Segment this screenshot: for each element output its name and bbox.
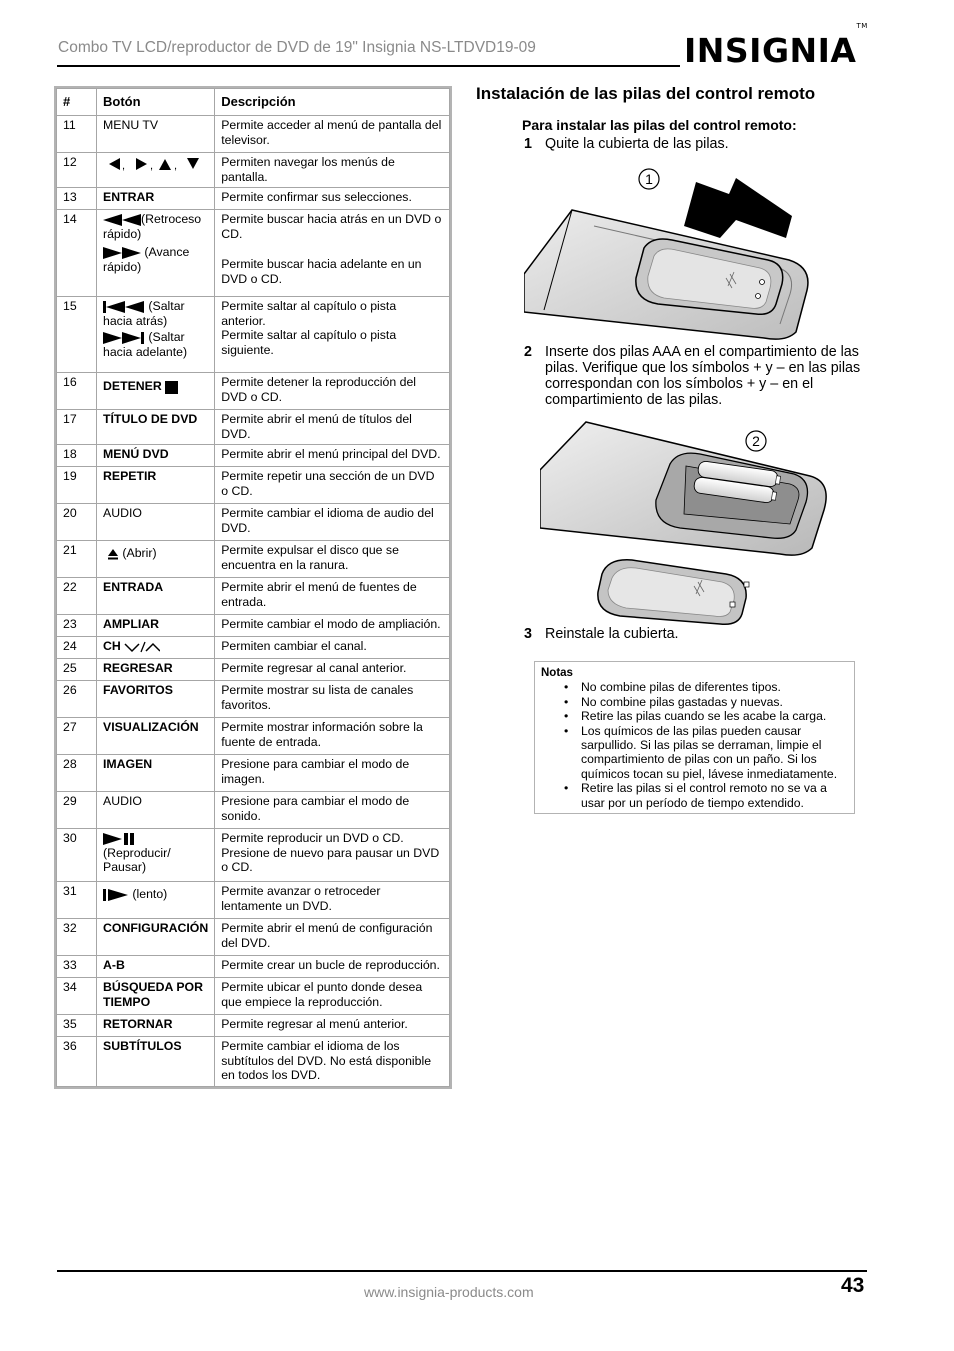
row-num: 11 (57, 116, 97, 153)
row-button: MENÚ DVD (97, 445, 215, 467)
table-row (57, 541, 450, 578)
row-desc: Permiten cambiar el canal. (215, 637, 450, 659)
row-desc: Permite mostrar su lista de canales favoritos. (215, 681, 450, 718)
button-table (54, 86, 452, 1089)
footer-rule (57, 1270, 867, 1272)
running-header: Combo TV LCD/reproductor de DVD de 19" Insignia NS-LTDVD19-09 (58, 39, 536, 56)
table-row (57, 445, 450, 467)
row-num: 33 (57, 956, 97, 978)
col-button-header: Botón (97, 89, 215, 116)
row-desc: Permite abrir el menú de configuración del DVD. (215, 919, 450, 956)
row-desc: Presione para cambiar el modo de imagen. (215, 755, 450, 792)
row-button (97, 637, 215, 659)
table-row (57, 504, 450, 541)
row-desc: Permite cambiar el modo de ampliación. (215, 615, 450, 637)
list-item: • Los químicos de las pilas pueden causar sarpullido. Si las pilas se derraman, limpie el compartimiento de pilas con un paño. Si los químicos tocan su piel, lávese inmediatamente. (541, 724, 848, 782)
row-num: 14 (57, 210, 97, 297)
row-desc: Permite abrir el menú de títulos del DVD. (215, 410, 450, 445)
row-button: VISUALIZACIÓN (97, 718, 215, 755)
row-num: 22 (57, 578, 97, 615)
row-desc (215, 210, 450, 297)
col-num-header: # (57, 89, 97, 116)
table-row (57, 1037, 450, 1087)
remove-cover-illustration (524, 164, 824, 344)
nav-arrows-icon (103, 155, 207, 171)
rewind-desc: Permite buscar hacia atrás en un DVD o CD. (221, 212, 442, 241)
row-num: 21 (57, 541, 97, 578)
row-desc: Permite acceder al menú de pantalla del televisor. (215, 116, 450, 153)
row-desc: Permite cambiar el idioma de audio del DVD. (215, 504, 450, 541)
row-num: 27 (57, 718, 97, 755)
row-num: 34 (57, 978, 97, 1015)
figure-label-2: 2 (752, 433, 760, 449)
svg-text:,: , (150, 160, 154, 172)
row-desc: Permite avanzar o retroceder lentamente un DVD. (215, 882, 450, 919)
section-title: Instalación de las pilas del control remoto (476, 84, 816, 103)
channel-up-down-icon (124, 641, 160, 653)
row-num: 28 (57, 755, 97, 792)
row-button: ENTRAR (97, 188, 215, 210)
row-button: ENTRADA (97, 578, 215, 615)
eject-icon (107, 549, 119, 560)
row-desc: Permite confirmar sus selecciones. (215, 188, 450, 210)
row-num: 15 (57, 297, 97, 373)
row-num: 36 (57, 1037, 97, 1087)
row-desc: Permite abrir el menú principal del DVD. (215, 445, 450, 467)
step-text: Reinstale la cubierta. (545, 626, 679, 642)
slow-label: (lento) (132, 887, 168, 902)
eject-label: (Abrir) (122, 546, 157, 561)
row-desc: Permite mostrar información sobre la fuente de entrada. (215, 718, 450, 755)
row-num: 26 (57, 681, 97, 718)
row-desc: Permiten navegar los menús de pantalla. (215, 153, 450, 188)
row-button: A-B (97, 956, 215, 978)
table-row (57, 919, 450, 956)
row-num: 12 (57, 153, 97, 188)
row-button (97, 541, 215, 578)
table-row (57, 188, 450, 210)
fast-forward-label: (Avance rápido) (103, 245, 190, 274)
insignia-logo (684, 22, 868, 70)
skip-forward-icon (103, 332, 145, 344)
row-desc: Permite regresar al menú anterior. (215, 1015, 450, 1037)
rewind-label: (Retroceso rápido) (103, 212, 202, 241)
row-button: SUBTÍTULOS (97, 1037, 215, 1087)
row-num: 24 (57, 637, 97, 659)
skip-forward-desc: Permite saltar al capítulo o pista siguiente. (221, 328, 397, 357)
list-item: • No combine pilas de diferentes tipos. (541, 680, 848, 694)
row-button (97, 210, 215, 297)
logo-text: INSIGNIA (684, 31, 857, 70)
table-row (57, 373, 450, 410)
table-row (57, 882, 450, 919)
row-button: MENU TV (97, 116, 215, 153)
notes-title: Notas (541, 667, 573, 679)
step-number: 1 (524, 136, 532, 152)
row-num: 32 (57, 919, 97, 956)
row-button (97, 829, 215, 882)
row-button: AMPLIAR (97, 615, 215, 637)
row-num: 31 (57, 882, 97, 919)
row-desc: Permite cambiar el idioma de los subtítulos del DVD. No está disponible en todos los DVD. (215, 1037, 450, 1087)
table-row (57, 978, 450, 1015)
skip-back-icon (103, 301, 145, 313)
row-num: 13 (57, 188, 97, 210)
table-row (57, 615, 450, 637)
table-row (57, 681, 450, 718)
slow-icon (103, 889, 129, 901)
table-row (57, 755, 450, 792)
row-button (97, 153, 215, 188)
skip-back-desc: Permite saltar al capítulo o pista anterior. (221, 299, 397, 328)
ch-label: CH (103, 639, 121, 654)
step-number: 3 (524, 626, 532, 642)
list-item: • No combine pilas gastadas y nuevas. (541, 695, 848, 709)
table-row (57, 153, 450, 188)
table-row (57, 637, 450, 659)
table-row (57, 578, 450, 615)
table-row (57, 829, 450, 882)
table-row (57, 210, 450, 297)
play-pause-label: (Reproducir/ Pausar) (103, 845, 171, 875)
table-row (57, 116, 450, 153)
table-row (57, 410, 450, 445)
row-desc: Permite repetir una sección de un DVD o CD. (215, 467, 450, 504)
row-button: AUDIO (97, 792, 215, 829)
stop-label: DETENER (103, 379, 162, 394)
row-desc: Permite regresar al canal anterior. (215, 659, 450, 681)
row-button: AUDIO (97, 504, 215, 541)
row-button: FAVORITOS (97, 681, 215, 718)
row-num: 35 (57, 1015, 97, 1037)
row-num: 23 (57, 615, 97, 637)
step-number: 2 (524, 344, 532, 360)
row-button: REPETIR (97, 467, 215, 504)
table-row (57, 718, 450, 755)
row-desc: Permite expulsar el disco que se encuentra en la ranura. (215, 541, 450, 578)
row-button: REGRESAR (97, 659, 215, 681)
insert-batteries-illustration (540, 420, 840, 630)
logo-tm: TM (856, 22, 868, 30)
row-num: 18 (57, 445, 97, 467)
page-number: 43 (841, 1274, 865, 1297)
notes-list (541, 680, 848, 810)
header-rule (57, 65, 680, 67)
row-num: 20 (57, 504, 97, 541)
table-row (57, 297, 450, 373)
row-num: 19 (57, 467, 97, 504)
row-button: RETORNAR (97, 1015, 215, 1037)
row-desc: Permite reproducir un DVD o CD. Presione de nuevo para pausar un DVD o CD. (215, 829, 450, 882)
row-button: CONFIGURACIÓN (97, 919, 215, 956)
footer-url: www.insignia-products.com (364, 1284, 534, 1300)
row-button: IMAGEN (97, 755, 215, 792)
table-row (57, 659, 450, 681)
row-num: 17 (57, 410, 97, 445)
row-button: BÚSQUEDA POR TIEMPO (97, 978, 215, 1015)
row-desc (215, 297, 450, 373)
table-row (57, 792, 450, 829)
row-desc: Permite abrir el menú de fuentes de entrada. (215, 578, 450, 615)
row-num: 30 (57, 829, 97, 882)
fast-forward-icon (103, 247, 141, 259)
row-num: 16 (57, 373, 97, 410)
col-desc-header: Descripción (215, 89, 450, 116)
fast-forward-desc: Permite buscar hacia adelante en un DVD o CD. (221, 257, 422, 286)
step-text: Inserte dos pilas AAA en el compartimiento de las pilas. Verifique que los símbolos + y – en las pilas correspondan con los símbolos + y – en el compartimiento de las pilas. (545, 344, 861, 408)
row-button (97, 882, 215, 919)
row-desc: Permite crear un bucle de reproducción. (215, 956, 450, 978)
procedure-title: Para instalar las pilas del control remoto: (522, 117, 797, 133)
step-text: Quite la cubierta de las pilas. (545, 136, 729, 152)
row-button (97, 373, 215, 410)
figure-label-1: 1 (645, 171, 653, 187)
row-num: 29 (57, 792, 97, 829)
table-row (57, 467, 450, 504)
row-button: TÍTULO DE DVD (97, 410, 215, 445)
row-button (97, 297, 215, 373)
stop-icon (165, 381, 178, 394)
svg-text:,: , (122, 160, 126, 172)
list-item: • Retire las pilas cuando se les acabe la carga. (541, 709, 848, 723)
skip-forward-label: (Saltar hacia adelante) (103, 330, 188, 359)
table-row (57, 1015, 450, 1037)
rewind-icon (103, 214, 141, 226)
row-desc: Permite detener la reproducción del DVD o CD. (215, 373, 450, 410)
row-num: 25 (57, 659, 97, 681)
row-desc: Presione para cambiar el modo de sonido. (215, 792, 450, 829)
table-row (57, 956, 450, 978)
play-pause-icon (103, 833, 135, 845)
table-header-row (57, 89, 450, 116)
notes-box (534, 661, 855, 814)
svg-text:,: , (174, 160, 178, 172)
row-desc: Permite ubicar el punto donde desea que empiece la reproducción. (215, 978, 450, 1015)
skip-back-label: (Saltar hacia atrás) (103, 299, 185, 328)
list-item: • Retire las pilas si el control remoto no se va a usar por un período de tiempo extendido. (541, 781, 848, 810)
